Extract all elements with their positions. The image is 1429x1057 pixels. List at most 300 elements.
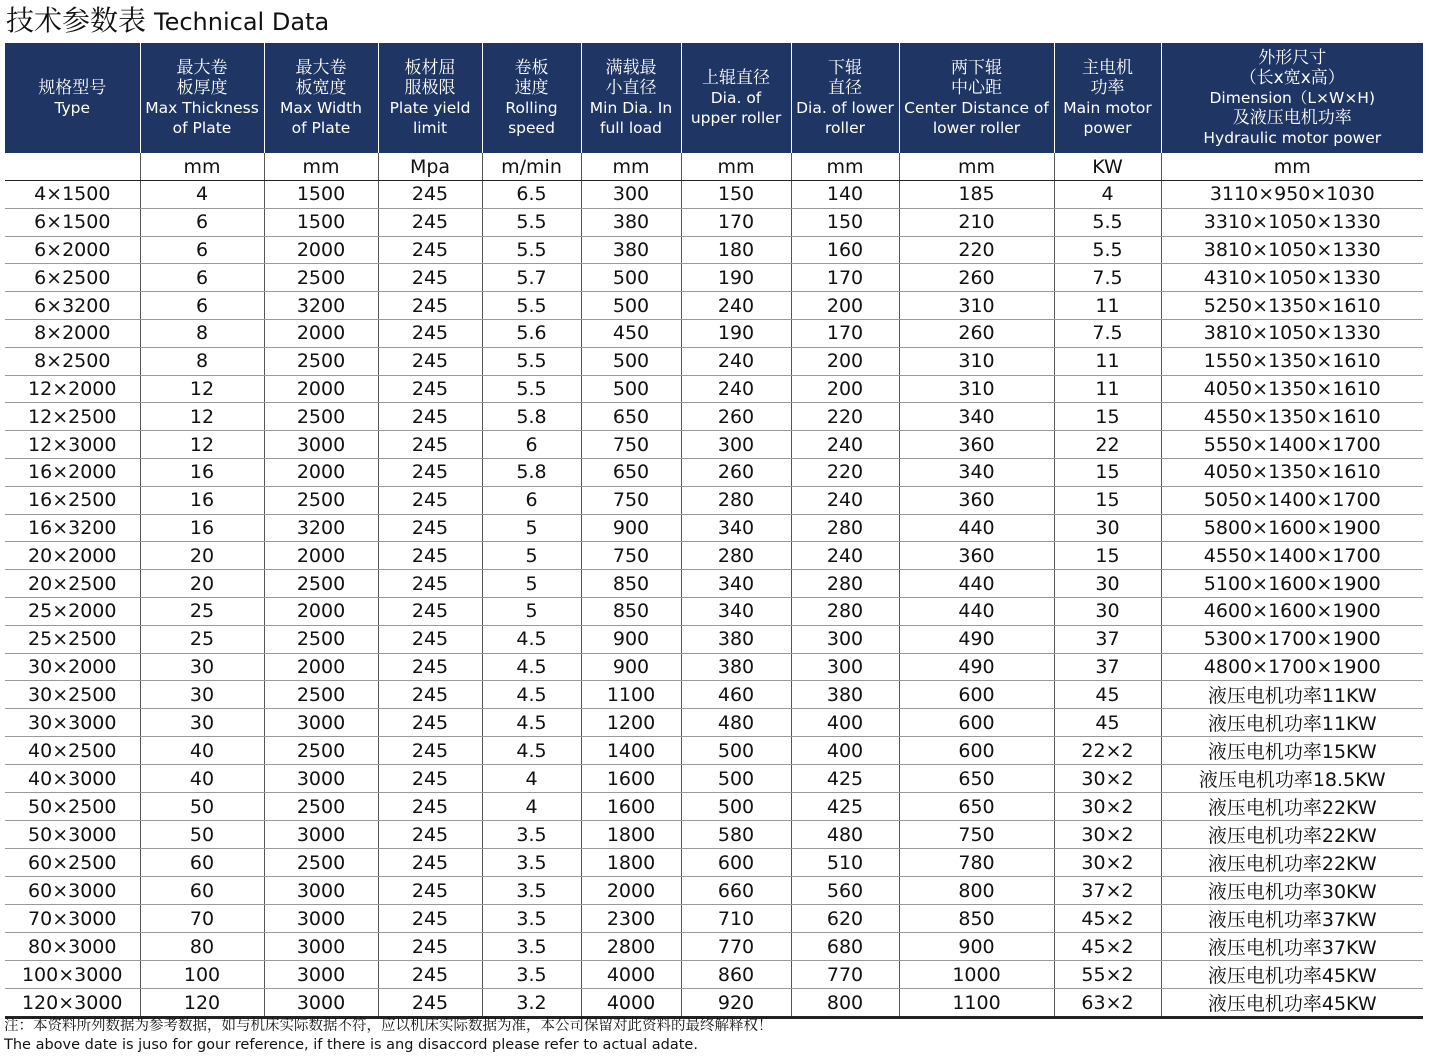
table-cell: 5300×1700×1900 bbox=[1161, 625, 1423, 653]
table-cell: 310 bbox=[899, 347, 1054, 375]
table-cell: 245 bbox=[378, 597, 482, 625]
column-header-line: 卷板 bbox=[514, 58, 549, 78]
table-cell: 340 bbox=[899, 403, 1054, 431]
table-cell: 2500 bbox=[264, 264, 378, 292]
table-cell: 1100 bbox=[899, 989, 1054, 1018]
table-cell: 3110×950×1030 bbox=[1161, 181, 1423, 209]
column-header-line: 中心距 bbox=[951, 78, 1002, 98]
table-cell: 245 bbox=[378, 570, 482, 598]
table-cell: 500 bbox=[681, 737, 791, 765]
table-cell: 480 bbox=[681, 709, 791, 737]
table-cell: 190 bbox=[681, 264, 791, 292]
table-cell: 11 bbox=[1054, 375, 1161, 403]
table-cell: 4.5 bbox=[482, 625, 581, 653]
table-cell: 80 bbox=[140, 933, 264, 961]
table-cell: 40×3000 bbox=[5, 765, 140, 793]
table-cell: 液压电机功率22KW bbox=[1161, 821, 1423, 849]
table-cell: 30×3000 bbox=[5, 709, 140, 737]
table-cell: 液压电机功率18.5KW bbox=[1161, 765, 1423, 793]
table-cell: 245 bbox=[378, 347, 482, 375]
table-row bbox=[5, 431, 1423, 459]
table-cell: 3310×1050×1330 bbox=[1161, 208, 1423, 236]
table-cell: 16×2000 bbox=[5, 458, 140, 486]
column-header-line: full load bbox=[600, 119, 662, 137]
table-cell: 4×1500 bbox=[5, 181, 140, 209]
table-cell: 6.5 bbox=[482, 181, 581, 209]
table-cell: 245 bbox=[378, 793, 482, 821]
table-cell: 2000 bbox=[264, 542, 378, 570]
table-cell: 650 bbox=[899, 793, 1054, 821]
table-cell: 3.5 bbox=[482, 821, 581, 849]
table-cell: 2000 bbox=[264, 653, 378, 681]
table-cell: 3200 bbox=[264, 514, 378, 542]
footnote bbox=[4, 1017, 773, 1055]
unit-cell: mm bbox=[1161, 153, 1423, 181]
table-cell: 1500 bbox=[264, 181, 378, 209]
table-cell: 20×2000 bbox=[5, 542, 140, 570]
table-cell: 12 bbox=[140, 431, 264, 459]
table-cell: 650 bbox=[581, 458, 681, 486]
table-cell: 340 bbox=[681, 570, 791, 598]
table-cell: 45×2 bbox=[1054, 933, 1161, 961]
table-cell: 710 bbox=[681, 905, 791, 933]
table-cell: 30×2000 bbox=[5, 653, 140, 681]
table-cell: 2500 bbox=[264, 625, 378, 653]
table-row bbox=[5, 709, 1423, 737]
table-cell: 4.5 bbox=[482, 653, 581, 681]
table-cell: 490 bbox=[899, 653, 1054, 681]
table-cell: 4550×1400×1700 bbox=[1161, 542, 1423, 570]
table-cell: 5.8 bbox=[482, 458, 581, 486]
table-cell: 3000 bbox=[264, 709, 378, 737]
table-cell: 5.5 bbox=[482, 347, 581, 375]
table-cell: 245 bbox=[378, 849, 482, 877]
table-body bbox=[5, 181, 1423, 1018]
table-row bbox=[5, 208, 1423, 236]
table-cell: 16×3200 bbox=[5, 514, 140, 542]
table-cell: 245 bbox=[378, 236, 482, 264]
table-cell: 245 bbox=[378, 709, 482, 737]
table-cell: 8 bbox=[140, 319, 264, 347]
table-cell: 22 bbox=[1054, 431, 1161, 459]
table-cell: 2000 bbox=[264, 597, 378, 625]
table-cell: 5.5 bbox=[1054, 208, 1161, 236]
page-title bbox=[6, 2, 329, 40]
table-cell: 245 bbox=[378, 877, 482, 905]
unit-cell: mm bbox=[791, 153, 899, 181]
table-cell: 2500 bbox=[264, 570, 378, 598]
table-cell: 液压电机功率22KW bbox=[1161, 849, 1423, 877]
table-cell: 2500 bbox=[264, 681, 378, 709]
table-cell: 2800 bbox=[581, 933, 681, 961]
column-header-line: 及液压电机功率 bbox=[1232, 108, 1352, 128]
unit-cell: mm bbox=[681, 153, 791, 181]
table-cell: 280 bbox=[791, 514, 899, 542]
table-row bbox=[5, 821, 1423, 849]
header-row bbox=[5, 43, 1423, 153]
table-cell: 190 bbox=[681, 319, 791, 347]
table-cell: 3.5 bbox=[482, 933, 581, 961]
table-cell: 50 bbox=[140, 793, 264, 821]
table-cell: 40×2500 bbox=[5, 737, 140, 765]
table-cell: 600 bbox=[899, 709, 1054, 737]
table-cell: 30×2500 bbox=[5, 681, 140, 709]
table-cell: 245 bbox=[378, 625, 482, 653]
technical-data-table bbox=[5, 43, 1423, 1019]
table-cell: 12 bbox=[140, 403, 264, 431]
table-cell: 15 bbox=[1054, 486, 1161, 514]
table-cell: 液压电机功率22KW bbox=[1161, 793, 1423, 821]
table-cell: 1500 bbox=[264, 208, 378, 236]
table-cell: 1800 bbox=[581, 821, 681, 849]
table-cell: 440 bbox=[899, 570, 1054, 598]
table-cell: 490 bbox=[899, 625, 1054, 653]
column-header-8 bbox=[899, 43, 1054, 153]
table-cell: 50×3000 bbox=[5, 821, 140, 849]
table-cell: 1000 bbox=[899, 961, 1054, 989]
table-cell: 5 bbox=[482, 514, 581, 542]
table-cell: 45 bbox=[1054, 681, 1161, 709]
table-cell: 180 bbox=[681, 236, 791, 264]
table-cell: 6 bbox=[140, 292, 264, 320]
table-row bbox=[5, 905, 1423, 933]
table-cell: 70×3000 bbox=[5, 905, 140, 933]
column-header-line: of Plate bbox=[172, 119, 232, 137]
table-cell: 4310×1050×1330 bbox=[1161, 264, 1423, 292]
table-cell: 1400 bbox=[581, 737, 681, 765]
column-header-line: Hydraulic motor power bbox=[1203, 129, 1382, 147]
table-cell: 4 bbox=[482, 765, 581, 793]
column-header-line: limit bbox=[412, 119, 448, 137]
table-cell: 1550×1350×1610 bbox=[1161, 347, 1423, 375]
table-cell: 425 bbox=[791, 765, 899, 793]
table-cell: 500 bbox=[581, 292, 681, 320]
table-cell: 20×2500 bbox=[5, 570, 140, 598]
table-cell: 5.5 bbox=[482, 375, 581, 403]
table-cell: 3.5 bbox=[482, 849, 581, 877]
table-cell: 4600×1600×1900 bbox=[1161, 597, 1423, 625]
table-cell: 1100 bbox=[581, 681, 681, 709]
column-header-line: 上辊直径 bbox=[702, 68, 770, 88]
table-cell: 60 bbox=[140, 877, 264, 905]
table-cell: 300 bbox=[791, 653, 899, 681]
table-cell: 170 bbox=[791, 319, 899, 347]
table-cell: 5550×1400×1700 bbox=[1161, 431, 1423, 459]
table-cell: 900 bbox=[899, 933, 1054, 961]
table-cell: 260 bbox=[899, 264, 1054, 292]
table-row bbox=[5, 597, 1423, 625]
table-cell: 4.5 bbox=[482, 709, 581, 737]
table-cell: 30×2 bbox=[1054, 821, 1161, 849]
table-cell: 245 bbox=[378, 292, 482, 320]
table-cell: 12×2500 bbox=[5, 403, 140, 431]
table-cell: 4050×1350×1610 bbox=[1161, 375, 1423, 403]
table-cell: 750 bbox=[581, 431, 681, 459]
table-cell: 900 bbox=[581, 625, 681, 653]
table-cell: 380 bbox=[681, 625, 791, 653]
table-cell: 4000 bbox=[581, 961, 681, 989]
table-cell: 500 bbox=[581, 347, 681, 375]
table-cell: 63×2 bbox=[1054, 989, 1161, 1018]
unit-cell: Mpa bbox=[378, 153, 482, 181]
table-cell: 37 bbox=[1054, 653, 1161, 681]
table-cell: 580 bbox=[681, 821, 791, 849]
table-cell: 245 bbox=[378, 403, 482, 431]
table-cell: 360 bbox=[899, 431, 1054, 459]
column-header-line: Rolling bbox=[505, 99, 558, 117]
column-header-line: of Plate bbox=[291, 119, 351, 137]
table-cell: 30 bbox=[140, 709, 264, 737]
table-cell: 2500 bbox=[264, 849, 378, 877]
table-cell: 780 bbox=[899, 849, 1054, 877]
table-cell: 3810×1050×1330 bbox=[1161, 236, 1423, 264]
table-cell: 液压电机功率45KW bbox=[1161, 961, 1423, 989]
table-cell: 2000 bbox=[264, 458, 378, 486]
table-cell: 37×2 bbox=[1054, 877, 1161, 905]
table-cell: 500 bbox=[681, 793, 791, 821]
column-header-line: 速度 bbox=[514, 78, 549, 98]
column-header-line: 小直径 bbox=[605, 78, 657, 98]
table-cell: 245 bbox=[378, 653, 482, 681]
table-cell: 2000 bbox=[264, 236, 378, 264]
table-cell: 11 bbox=[1054, 347, 1161, 375]
table-cell: 30×2 bbox=[1054, 765, 1161, 793]
table-cell: 245 bbox=[378, 681, 482, 709]
table-cell: 5.5 bbox=[482, 208, 581, 236]
table-row bbox=[5, 319, 1423, 347]
table-cell: 70 bbox=[140, 905, 264, 933]
table-cell: 220 bbox=[899, 236, 1054, 264]
column-header-0 bbox=[5, 43, 140, 153]
table-cell: 380 bbox=[581, 208, 681, 236]
table-cell: 20 bbox=[140, 542, 264, 570]
table-cell: 1600 bbox=[581, 765, 681, 793]
table-cell: 860 bbox=[681, 961, 791, 989]
column-header-line: 服极限 bbox=[404, 78, 456, 98]
column-header-line: Dimension（L×W×H) bbox=[1209, 89, 1376, 107]
table-cell: 600 bbox=[899, 737, 1054, 765]
column-header-line: Dia. of lower bbox=[796, 99, 894, 117]
table-cell: 260 bbox=[681, 458, 791, 486]
table-cell: 2000 bbox=[264, 319, 378, 347]
column-header-line: 功率 bbox=[1090, 78, 1125, 98]
table-cell: 30 bbox=[1054, 514, 1161, 542]
table-cell: 660 bbox=[681, 877, 791, 905]
table-cell: 15 bbox=[1054, 403, 1161, 431]
table-cell: 液压电机功率11KW bbox=[1161, 709, 1423, 737]
table-cell: 1800 bbox=[581, 849, 681, 877]
table-cell: 4 bbox=[1054, 181, 1161, 209]
table-cell: 2500 bbox=[264, 403, 378, 431]
table-row bbox=[5, 181, 1423, 209]
table-cell: 240 bbox=[791, 431, 899, 459]
column-header-line: lower roller bbox=[932, 119, 1021, 137]
table-cell: 30 bbox=[1054, 570, 1161, 598]
column-header-7 bbox=[791, 43, 899, 153]
column-header-line: 直径 bbox=[828, 78, 862, 98]
table-cell: 6 bbox=[140, 208, 264, 236]
table-row bbox=[5, 989, 1423, 1018]
table-row bbox=[5, 458, 1423, 486]
table-cell: 100 bbox=[140, 961, 264, 989]
table-cell: 3.5 bbox=[482, 961, 581, 989]
table-row bbox=[5, 292, 1423, 320]
table-cell: 2300 bbox=[581, 905, 681, 933]
column-header-line: Type bbox=[54, 99, 91, 117]
table-cell: 45 bbox=[1054, 709, 1161, 737]
table-cell: 240 bbox=[681, 292, 791, 320]
table-cell: 770 bbox=[681, 933, 791, 961]
table-cell: 22×2 bbox=[1054, 737, 1161, 765]
table-cell: 245 bbox=[378, 208, 482, 236]
table-row bbox=[5, 933, 1423, 961]
column-header-line: power bbox=[1083, 119, 1132, 137]
table-row bbox=[5, 625, 1423, 653]
table-cell: 25×2500 bbox=[5, 625, 140, 653]
table-cell: 3000 bbox=[264, 961, 378, 989]
table-cell: 140 bbox=[791, 181, 899, 209]
table-cell: 5800×1600×1900 bbox=[1161, 514, 1423, 542]
table-cell: 800 bbox=[791, 989, 899, 1018]
table-cell: 245 bbox=[378, 431, 482, 459]
table-cell: 5 bbox=[482, 570, 581, 598]
table-cell: 460 bbox=[681, 681, 791, 709]
table-cell: 30×2 bbox=[1054, 849, 1161, 877]
table-cell: 245 bbox=[378, 514, 482, 542]
table-cell: 4800×1700×1900 bbox=[1161, 653, 1423, 681]
table-cell: 245 bbox=[378, 375, 482, 403]
table-cell: 2000 bbox=[264, 375, 378, 403]
table-cell: 400 bbox=[791, 709, 899, 737]
table-cell: 260 bbox=[681, 403, 791, 431]
table-cell: 850 bbox=[581, 597, 681, 625]
column-header-line: 主电机 bbox=[1082, 58, 1133, 78]
table-cell: 液压电机功率37KW bbox=[1161, 905, 1423, 933]
table-cell: 25 bbox=[140, 625, 264, 653]
table-cell: 30×2 bbox=[1054, 793, 1161, 821]
table-cell: 4 bbox=[482, 793, 581, 821]
table-cell: 12×2000 bbox=[5, 375, 140, 403]
unit-cell: mm bbox=[140, 153, 264, 181]
table-cell: 310 bbox=[899, 375, 1054, 403]
table-cell: 380 bbox=[581, 236, 681, 264]
table-cell: 60×3000 bbox=[5, 877, 140, 905]
table-cell: 440 bbox=[899, 597, 1054, 625]
table-cell: 4550×1350×1610 bbox=[1161, 403, 1423, 431]
table-cell: 55×2 bbox=[1054, 961, 1161, 989]
footnote-zh: 注：本资料所列数据为参考数据，如与机床实际数据不符，应以机床实际数据为准，本公司保留对此资料的最终解释权！ bbox=[4, 1018, 773, 1034]
table-cell: 30 bbox=[140, 681, 264, 709]
table-cell: 80×3000 bbox=[5, 933, 140, 961]
table-cell: 3000 bbox=[264, 765, 378, 793]
column-header-line: 最大卷 bbox=[176, 58, 228, 78]
table-cell: 25 bbox=[140, 597, 264, 625]
column-header-line: 板厚度 bbox=[176, 78, 228, 98]
table-cell: 15 bbox=[1054, 542, 1161, 570]
column-header-line: roller bbox=[824, 119, 866, 137]
table-row bbox=[5, 264, 1423, 292]
table-cell: 360 bbox=[899, 542, 1054, 570]
table-cell: 120 bbox=[140, 989, 264, 1018]
table-cell: 4 bbox=[140, 181, 264, 209]
table-cell: 37 bbox=[1054, 625, 1161, 653]
table-cell: 50 bbox=[140, 821, 264, 849]
unit-row bbox=[5, 153, 1423, 181]
table-cell: 5.6 bbox=[482, 319, 581, 347]
table-cell: 200 bbox=[791, 292, 899, 320]
table-cell: 240 bbox=[681, 347, 791, 375]
table-cell: 20 bbox=[140, 570, 264, 598]
table-cell: 7.5 bbox=[1054, 319, 1161, 347]
table-cell: 200 bbox=[791, 347, 899, 375]
table-cell: 245 bbox=[378, 933, 482, 961]
table-cell: 300 bbox=[681, 431, 791, 459]
table-cell: 620 bbox=[791, 905, 899, 933]
table-cell: 6 bbox=[482, 486, 581, 514]
table-row bbox=[5, 681, 1423, 709]
table-cell: 8 bbox=[140, 347, 264, 375]
column-header-line: 最大卷 bbox=[295, 58, 347, 78]
unit-cell: m/min bbox=[482, 153, 581, 181]
column-header-9 bbox=[1054, 43, 1161, 153]
table-cell: 600 bbox=[681, 849, 791, 877]
column-header-line: upper roller bbox=[690, 109, 782, 127]
table-cell: 220 bbox=[791, 403, 899, 431]
table-row bbox=[5, 961, 1423, 989]
table-cell: 920 bbox=[681, 989, 791, 1018]
unit-cell: mm bbox=[264, 153, 378, 181]
table-cell: 560 bbox=[791, 877, 899, 905]
table-cell: 245 bbox=[378, 542, 482, 570]
unit-cell: mm bbox=[899, 153, 1054, 181]
table-cell: 340 bbox=[681, 514, 791, 542]
table-cell: 6×1500 bbox=[5, 208, 140, 236]
table-cell: 15 bbox=[1054, 458, 1161, 486]
table-cell: 1600 bbox=[581, 793, 681, 821]
table-cell: 245 bbox=[378, 181, 482, 209]
table-cell: 5.5 bbox=[1054, 236, 1161, 264]
column-header-line: 规格型号 bbox=[38, 78, 107, 98]
table-cell: 5250×1350×1610 bbox=[1161, 292, 1423, 320]
table-cell: 5100×1600×1900 bbox=[1161, 570, 1423, 598]
table-cell: 100×3000 bbox=[5, 961, 140, 989]
column-header-line: Plate yield bbox=[389, 99, 471, 117]
table-cell: 16 bbox=[140, 486, 264, 514]
table-cell: 3000 bbox=[264, 905, 378, 933]
column-header-line: speed bbox=[508, 119, 555, 137]
table-cell: 5 bbox=[482, 542, 581, 570]
table-cell: 2500 bbox=[264, 486, 378, 514]
table-cell: 6×3200 bbox=[5, 292, 140, 320]
table-cell: 7.5 bbox=[1054, 264, 1161, 292]
table-cell: 2500 bbox=[264, 347, 378, 375]
table-cell: 650 bbox=[581, 403, 681, 431]
table-cell: 280 bbox=[681, 486, 791, 514]
table-cell: 4.5 bbox=[482, 681, 581, 709]
column-header-1 bbox=[140, 43, 264, 153]
table-cell: 280 bbox=[791, 597, 899, 625]
table-cell: 2000 bbox=[581, 877, 681, 905]
table-cell: 650 bbox=[899, 765, 1054, 793]
page-title-en: Technical Data bbox=[154, 8, 330, 36]
table-cell: 8×2000 bbox=[5, 319, 140, 347]
table-cell: 440 bbox=[899, 514, 1054, 542]
unit-cell: mm bbox=[581, 153, 681, 181]
table-cell: 11 bbox=[1054, 292, 1161, 320]
table-cell: 245 bbox=[378, 765, 482, 793]
table-cell: 3.5 bbox=[482, 877, 581, 905]
table-cell: 300 bbox=[581, 181, 681, 209]
